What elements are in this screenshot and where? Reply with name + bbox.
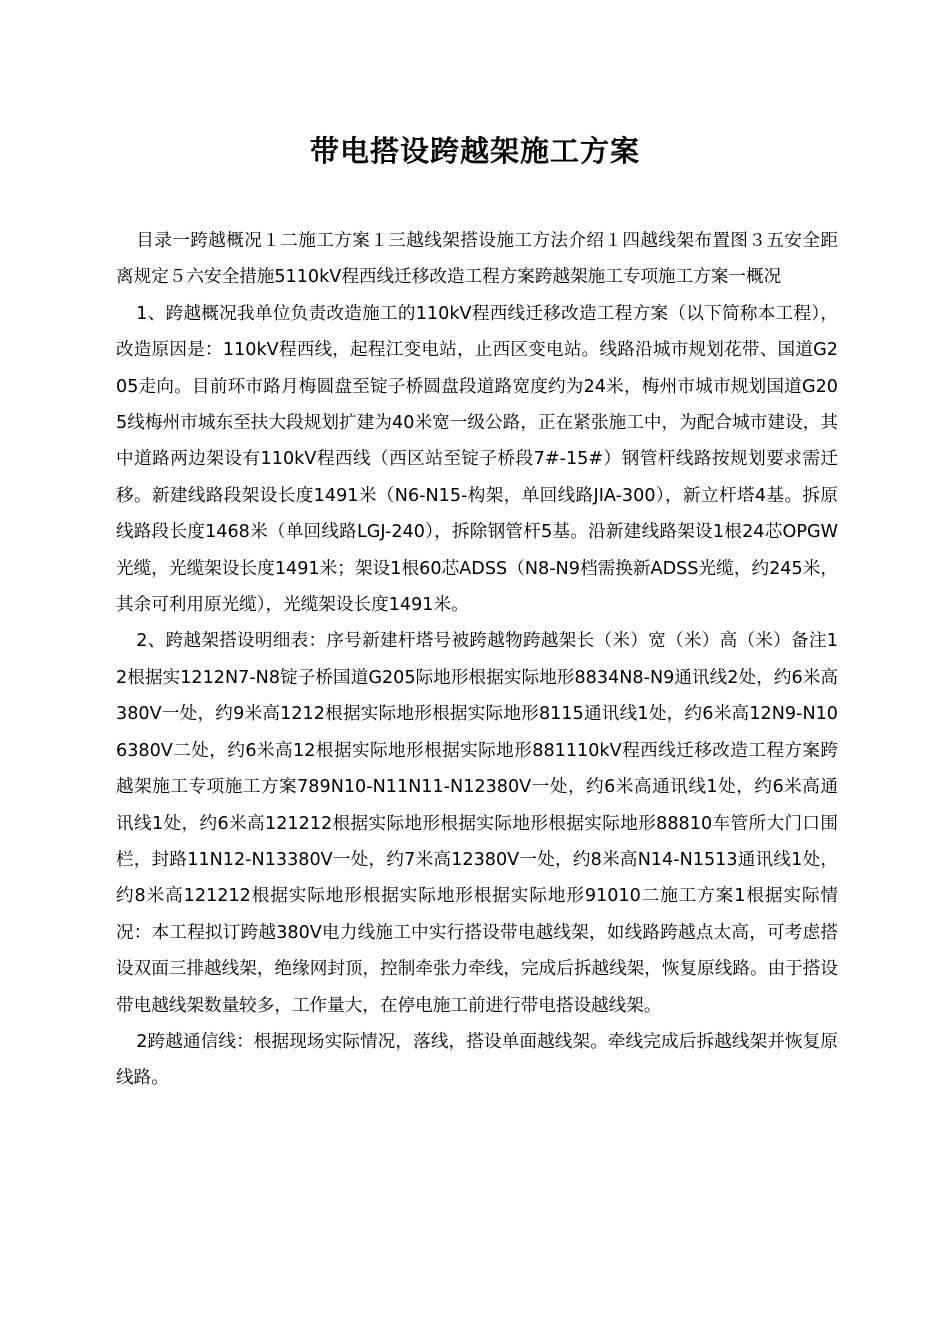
- paragraph-table-of-contents: 目录一跨越概况１二施工方案１三越线架搭设施工方法介绍１四越线架布置图３五安全距离规定５六安全措施5110kV程西线迁移改造工程方案跨越架施工专项施工方案一概况: [116, 231, 838, 288]
- paragraph-communication-line-crossing: 2跨越通信线：根据现场实际情况，落线，搭设单面越线架。牵线完成后拆越线架并恢复原线路。: [116, 1031, 838, 1089]
- paragraph-crossing-overview: 1、跨越概况我单位负责改造施工的110kV程西线迁移改造工程方案（以下简称本工程），改造原因是：110kV程西线，起程江变电站，止西区变电站。线路沿城市规划花带、国道G205走向。目前环市路月梅圆盘至锭子桥圆盘段道路宽度约为24米，梅州市城市规划国道G205线梅州市城东至扶大段规划扩建为40米宽一级公路，正在紧张施工中，为配合城市建设，其中道路两边架设有110kV程西线（西区站至锭子桥段7#-15#）钢管杆线路按规划要求需迁移。新建线路段架设长度1491米（N6-N15-构架，单回线路JIA-300），新立杆塔4基。拆原线路段长度1468米（单回线路LGJ-240），拆除钢管杆5基。沿新建线路架设1根24芯OPGW光缆，光缆架设长度1491米；架设1根60芯ADSS（N8-N9档需换新ADSS光缆，约245米，其余可利用原光缆），光缆架设长度1491米。: [116, 303, 838, 616]
- document-body: [116, 223, 838, 1097]
- paragraph-crossing-frame-details: 2、跨越架搭设明细表：序号新建杆塔号被跨越物跨越架长（米）宽（米）高（米）备注12根据实1212N7-N8锭子桥国道G205际地形根据实际地形8834N8-N9通讯线2处，约6米高380V一处，约9米高1212根据实际地形根据实际地形8115通讯线1处，约6米高12N9-N106380V二处，约6米高12根据实际地形根据实际地形881110kV程西线迁移改造工程方案跨越架施工专项施工方案789N10-N11N11-N12380V一处，约6米高通讯线1处，约6米高通讯线1处，约6米高121212根据实际地形根据实际地形根据实际地形88810车管所大门口围栏，封路11N12-N13380V一处，约7米高12380V一处，约8米高N14-N1513通讯线1处，约8米高121212根据实际地形根据实际地形根据实际地形91010二施工方案1根据实际情况：本工程拟订跨越380V电力线施工中实行搭设带电越线架，如线路跨越点太高，可考虑搭设双面三排越线架，绝缘网封顶，控制牵张力牵线，完成后拆越线架，恢复原线路。由于搭设带电越线架数量较多，工作量大，在停电施工前进行带电搭设越线架。: [116, 631, 838, 1016]
- document-title: 带电搭设跨越架施工方案: [309, 134, 640, 168]
